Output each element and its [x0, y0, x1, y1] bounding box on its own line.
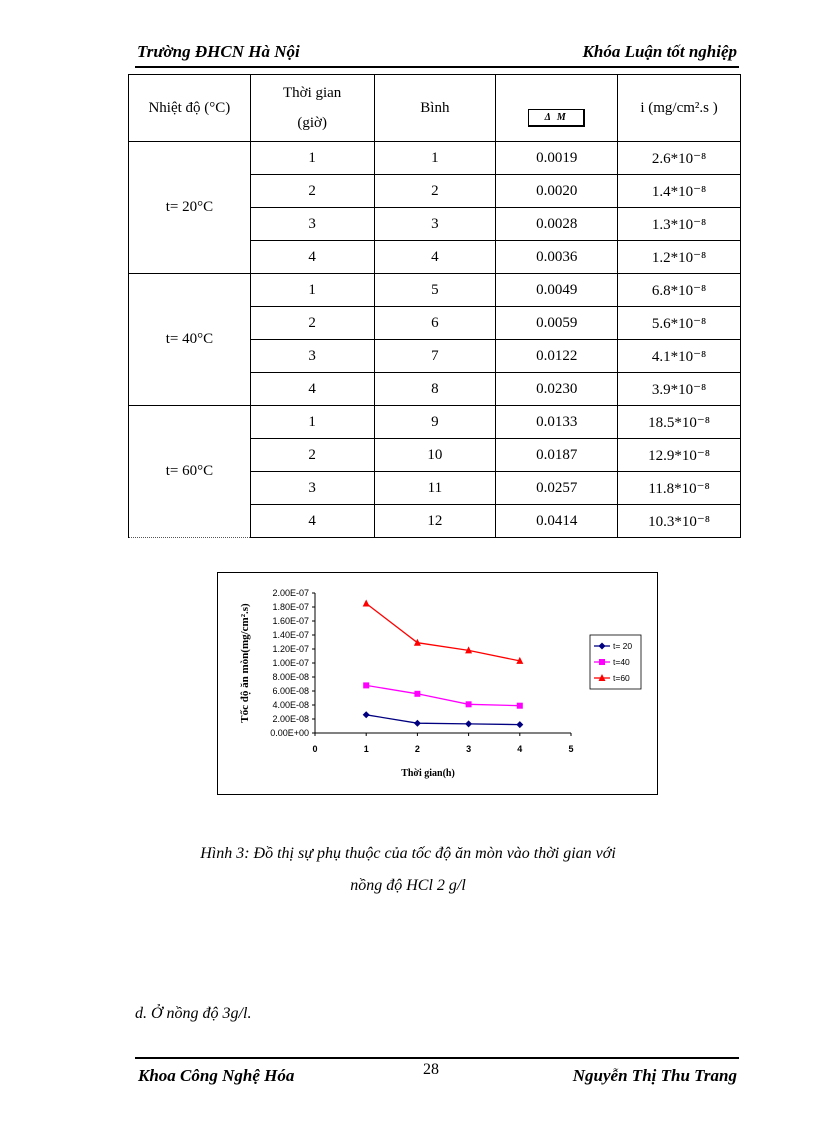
bottle-cell: 6	[374, 307, 496, 340]
page-header	[135, 40, 739, 68]
dm-cell: 0.0122	[496, 340, 618, 373]
table-row	[129, 274, 741, 307]
y-tick-label: 0.00E+00	[270, 728, 309, 738]
rate-cell: 1.3*10⁻⁸	[618, 208, 741, 241]
rate-cell: 6.8*10⁻⁸	[618, 274, 741, 307]
y-tick-label: 8.00E-08	[272, 672, 309, 682]
data-point	[414, 720, 421, 727]
y-tick-label: 2.00E-08	[272, 714, 309, 724]
legend-label: t= 20	[613, 641, 633, 651]
x-tick-label: 5	[568, 744, 574, 754]
data-point	[466, 701, 472, 707]
col-time-header-line1: Thời gian	[282, 85, 342, 101]
time-cell: 1	[250, 142, 374, 175]
rate-cell: 11.8*10⁻⁸	[618, 472, 741, 505]
data-point	[363, 600, 370, 607]
rate-cell: 4.1*10⁻⁸	[618, 340, 741, 373]
y-axis-title: Tốc độ ăn mòn(mg/cm².s)	[239, 603, 251, 723]
x-tick-label: 2	[414, 744, 420, 754]
time-cell: 4	[250, 373, 374, 406]
table-header-row	[129, 75, 741, 142]
bottle-cell: 12	[374, 505, 496, 538]
footer-faculty: Khoa Công Nghệ Hóa	[138, 1066, 295, 1085]
col-rate-header: i (mg/cm².s )	[618, 75, 741, 142]
page-footer	[135, 1057, 739, 1089]
temperature-cell: t= 40°C	[129, 274, 251, 406]
corrosion-table	[128, 74, 741, 538]
time-cell: 1	[250, 274, 374, 307]
dm-cell: 0.0187	[496, 439, 618, 472]
col-time-header-line2: (giờ)	[297, 115, 327, 131]
figure-caption-line1: Hình 3: Đồ thị sự phụ thuộc của tốc độ ăn mòn vào thời gian với	[200, 845, 616, 862]
table-row	[129, 406, 741, 439]
data-point	[363, 711, 370, 718]
dm-cell: 0.0049	[496, 274, 618, 307]
y-tick-label: 1.60E-07	[272, 616, 309, 626]
footer-author: Nguyễn Thị Thu Trang	[572, 1066, 737, 1085]
x-tick-label: 4	[517, 744, 523, 754]
dm-cell: 0.0414	[496, 505, 618, 538]
data-point	[516, 721, 523, 728]
time-cell: 1	[250, 406, 374, 439]
page-number: 28	[423, 1061, 439, 1078]
dm-cell: 0.0020	[496, 175, 618, 208]
bottle-cell: 5	[374, 274, 496, 307]
rate-cell: 18.5*10⁻⁸	[618, 406, 741, 439]
x-tick-label: 3	[466, 744, 472, 754]
y-tick-label: 2.00E-07	[272, 588, 309, 598]
bottle-cell: 7	[374, 340, 496, 373]
data-point	[414, 639, 421, 646]
rate-cell: 2.6*10⁻⁸	[618, 142, 741, 175]
y-tick-label: 6.00E-08	[272, 686, 309, 696]
temperature-cell: t= 20°C	[129, 142, 251, 274]
y-tick-label: 1.00E-07	[272, 658, 309, 668]
bottle-cell: 8	[374, 373, 496, 406]
data-point	[517, 703, 523, 709]
dm-cell: 0.0133	[496, 406, 618, 439]
dm-cell: 0.0036	[496, 241, 618, 274]
series-line-2	[366, 604, 520, 661]
y-tick-label: 1.40E-07	[272, 630, 309, 640]
table-row	[129, 142, 741, 175]
y-tick-label: 4.00E-08	[272, 700, 309, 710]
series-line-0	[366, 715, 520, 725]
x-tick-label: 1	[363, 744, 369, 754]
time-cell: 3	[250, 340, 374, 373]
dm-cell: 0.0028	[496, 208, 618, 241]
dm-cell: 0.0059	[496, 307, 618, 340]
dm-cell: 0.0019	[496, 142, 618, 175]
data-point	[414, 691, 420, 697]
data-point	[599, 659, 605, 665]
bottle-cell: 4	[374, 241, 496, 274]
time-cell: 2	[250, 175, 374, 208]
bottle-cell: 11	[374, 472, 496, 505]
bottle-cell: 3	[374, 208, 496, 241]
rate-cell: 3.9*10⁻⁸	[618, 373, 741, 406]
y-tick-label: 1.80E-07	[272, 602, 309, 612]
legend-label: t=40	[613, 657, 630, 667]
rate-cell: 1.2*10⁻⁸	[618, 241, 741, 274]
x-tick-label: 0	[312, 744, 318, 754]
bottle-cell: 10	[374, 439, 496, 472]
col-temp-header: Nhiệt độ (°C)	[129, 75, 251, 142]
data-point	[465, 720, 472, 727]
section-paragraph: d. Ở nồng độ 3g/l.	[135, 1005, 252, 1022]
series-line-1	[366, 685, 520, 705]
delta-m-symbol: Δ M	[528, 109, 585, 127]
legend-label: t=60	[613, 673, 630, 683]
col-time-header	[250, 75, 374, 142]
x-axis-title: Thời gian(h)	[401, 768, 455, 779]
header-thesis: Khóa Luận tốt nghiệp	[582, 42, 737, 61]
y-tick-label: 1.20E-07	[272, 644, 309, 654]
chart-svg	[218, 573, 657, 794]
dm-cell: 0.0230	[496, 373, 618, 406]
figure-caption-line2: nồng độ HCl 2 g/l	[350, 877, 466, 894]
time-cell: 4	[250, 505, 374, 538]
time-cell: 3	[250, 208, 374, 241]
rate-cell: 10.3*10⁻⁸	[618, 505, 741, 538]
bottle-cell: 2	[374, 175, 496, 208]
data-point	[363, 682, 369, 688]
corrosion-chart	[217, 572, 658, 795]
time-cell: 3	[250, 472, 374, 505]
bottle-cell: 1	[374, 142, 496, 175]
col-bottle-header: Bình	[374, 75, 496, 142]
rate-cell: 5.6*10⁻⁸	[618, 307, 741, 340]
rate-cell: 12.9*10⁻⁸	[618, 439, 741, 472]
col-dm-header	[496, 75, 618, 142]
rate-cell: 1.4*10⁻⁸	[618, 175, 741, 208]
bottle-cell: 9	[374, 406, 496, 439]
time-cell: 2	[250, 439, 374, 472]
time-cell: 2	[250, 307, 374, 340]
header-school: Trường ĐHCN Hà Nội	[137, 42, 300, 61]
dm-cell: 0.0257	[496, 472, 618, 505]
time-cell: 4	[250, 241, 374, 274]
temperature-cell: t= 60°C	[129, 406, 251, 538]
